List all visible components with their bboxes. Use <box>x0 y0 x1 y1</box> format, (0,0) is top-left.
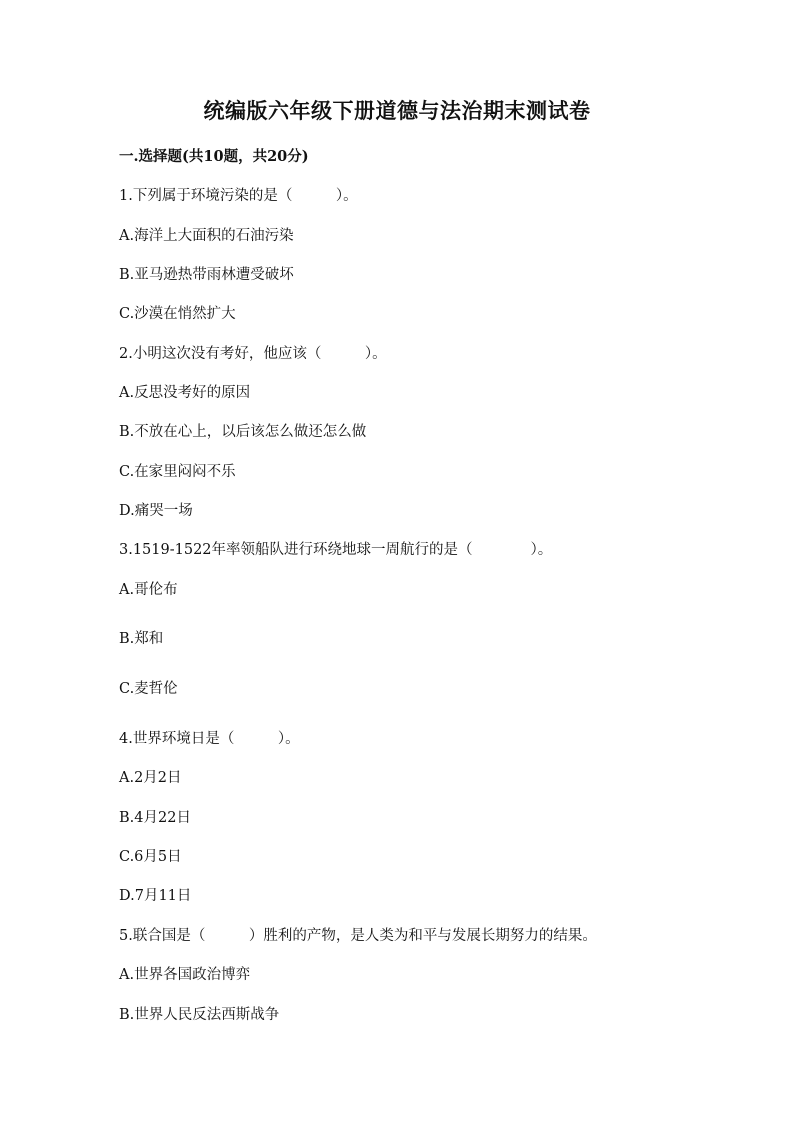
question-1-stem: 1.下列属于环境污染的是（ ）。 <box>119 188 358 204</box>
question-3-option-b: B.郑和 <box>119 631 164 647</box>
question-3-stem: 3.1519-1522年率领船队进行环绕地球一周航行的是（ ）。 <box>119 542 553 558</box>
question-4-option-b: B.4月22日 <box>119 810 191 826</box>
question-1-option-b: B.亚马逊热带雨林遭受破坏 <box>119 267 294 283</box>
question-1-option-c: C.沙漠在悄然扩大 <box>119 306 236 322</box>
section-heading: 一.选择题(共10题，共20分) <box>119 148 309 165</box>
question-5-option-a: A.世界各国政治博弈 <box>119 967 251 983</box>
question-2-option-c: C.在家里闷闷不乐 <box>119 464 236 480</box>
question-4-option-a: A.2月2日 <box>119 770 182 786</box>
page-title: 统编版六年级下册道德与法治期末测试卷 <box>203 98 591 123</box>
question-1-option-a: A.海洋上大面积的石油污染 <box>119 228 294 244</box>
question-2-option-d: D.痛哭一场 <box>119 503 193 519</box>
question-4-option-d: D.7月11日 <box>119 888 192 904</box>
question-5-option-b: B.世界人民反法西斯战争 <box>119 1007 280 1023</box>
question-4-option-c: C.6月5日 <box>119 849 182 865</box>
question-2-option-a: A.反思没考好的原因 <box>119 385 251 401</box>
question-5-stem: 5.联合国是（ ）胜利的产物，是人类为和平与发展长期努力的结果。 <box>119 928 597 944</box>
question-4-stem: 4.世界环境日是（ ）。 <box>119 731 300 747</box>
question-3-option-c: C.麦哲伦 <box>119 681 178 697</box>
question-2-option-b: B.不放在心上，以后该怎么做还怎么做 <box>119 424 367 440</box>
question-3-option-a: A.哥伦布 <box>119 582 178 598</box>
question-2-stem: 2.小明这次没有考好，他应该（ ）。 <box>119 346 387 362</box>
